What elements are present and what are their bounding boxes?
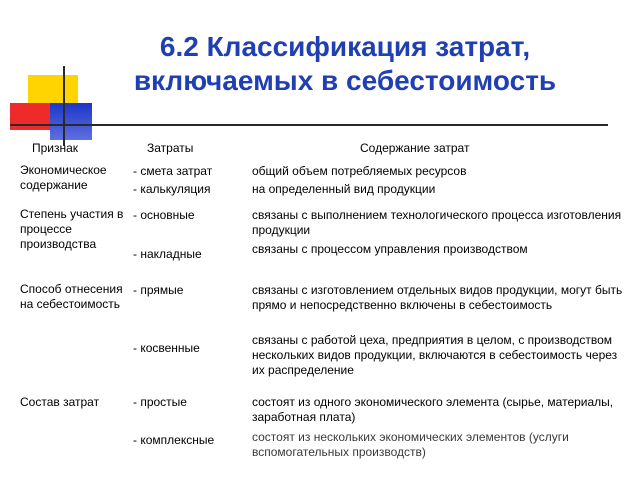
title-line-2: включаемых в себестоимость (133, 65, 557, 96)
criterion-production-participation: Степень участия в процессе производства (20, 207, 124, 251)
cost-description: состоят из одного экономического элемента (сырье, материалы, заработная плата) (252, 395, 614, 424)
cost-item: - накладные (133, 247, 202, 261)
cost-item: - калькуляция (133, 182, 211, 196)
cost-item: - прямые (133, 283, 184, 297)
title-divider (10, 124, 608, 126)
cost-description: общий объем потребляемых ресурсов (252, 164, 467, 178)
criterion-economic-content: Экономическое содержание (20, 163, 107, 192)
cost-description: на определенный вид продукции (252, 182, 436, 196)
cost-description: связаны с работой цеха, предприятия в целом, с производством нескольких видов продукции, включаются в себестоимость через их распределение (252, 333, 618, 377)
header-content: Содержание затрат (360, 141, 470, 155)
cost-description: состоят из нескольких экономических элементов (услуги вспомогательных производств) (252, 430, 569, 459)
cost-description: связаны с процессом управления производством (252, 242, 528, 256)
header-criterion: Признак (32, 141, 79, 155)
cost-item: - простые (133, 395, 187, 409)
cost-item: - основные (133, 208, 195, 222)
title-line-1: 6.2 Классификация затрат, (159, 31, 531, 62)
criterion-cost-composition: Состав затрат (20, 395, 100, 409)
cost-item: - смета затрат (133, 164, 213, 178)
cost-description: связаны с выполнением технологического процесса изготовления продукции (252, 208, 622, 237)
criterion-cost-assignment: Способ отнесения на себестоимость (20, 282, 123, 311)
cost-item: - комплексные (133, 433, 215, 447)
header-costs: Затраты (147, 141, 194, 155)
cost-item: - косвенные (133, 341, 200, 355)
decor-blue-square (50, 103, 92, 140)
decor-vertical-line (63, 66, 65, 146)
cost-description: связаны с изготовлением отдельных видов продукции, могут быть прямо и непосредственно включены в себестоимость (252, 283, 623, 312)
slide-title (95, 30, 595, 98)
